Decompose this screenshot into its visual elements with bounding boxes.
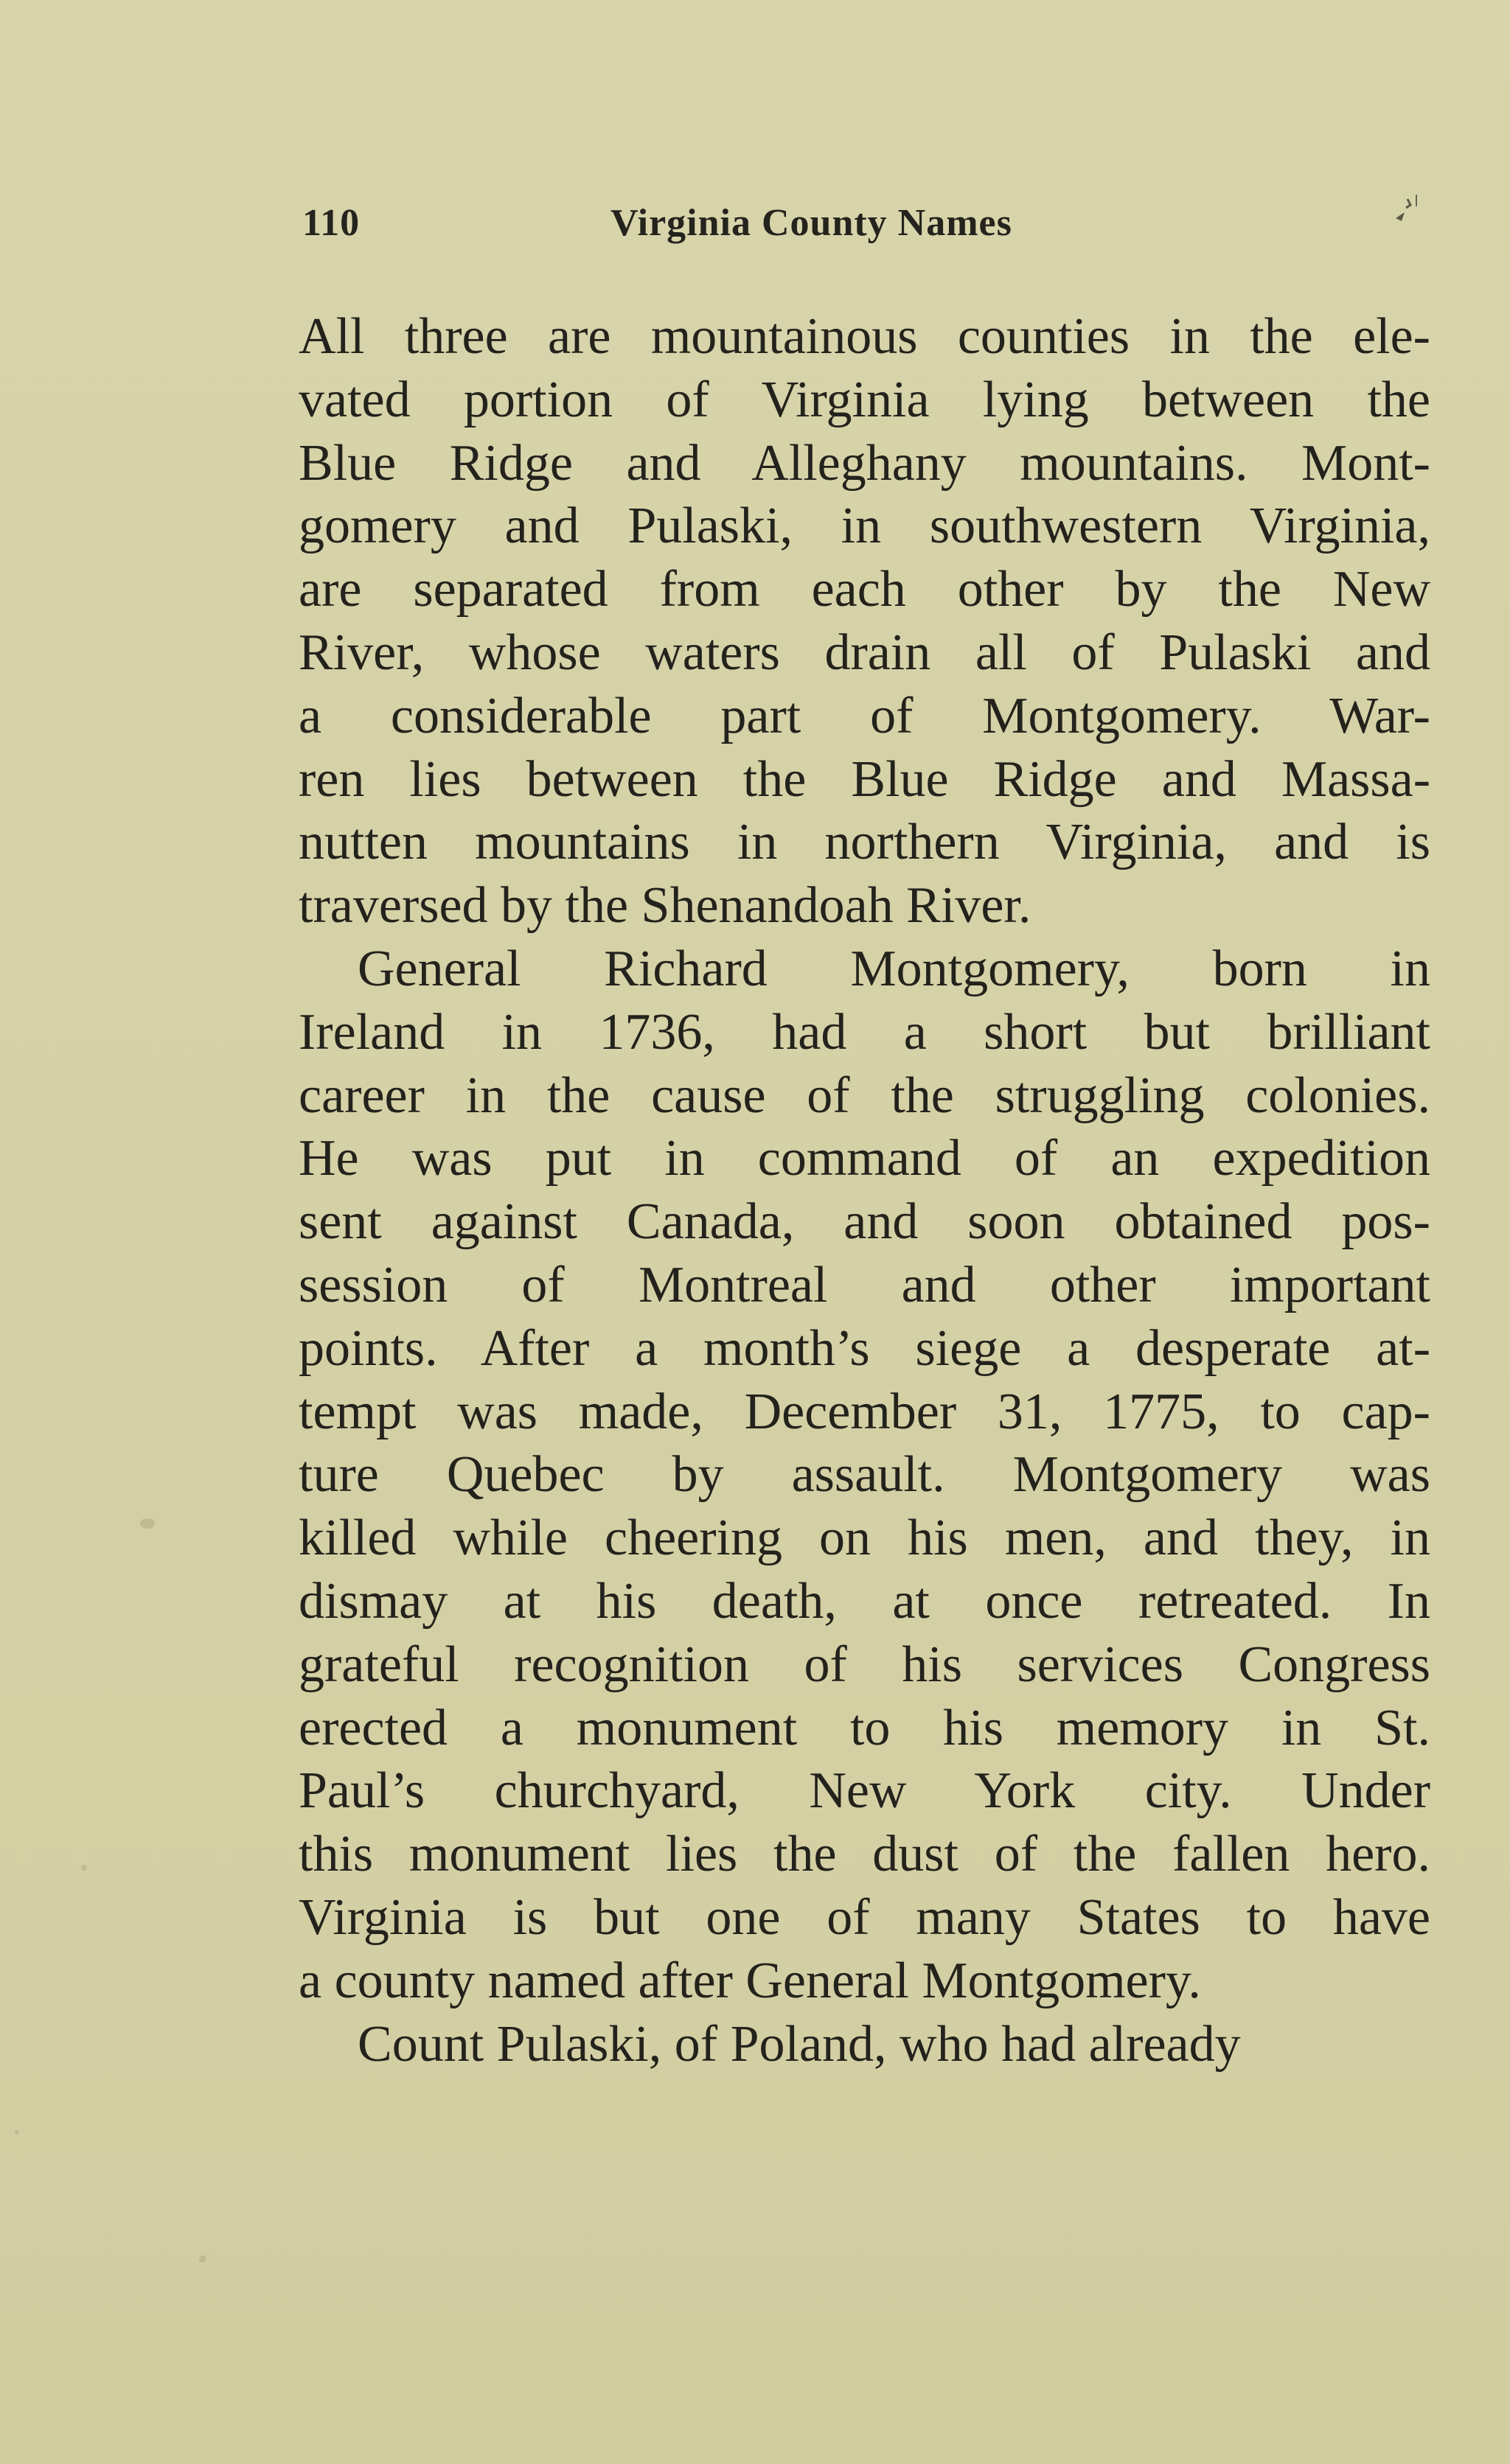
paper-speck xyxy=(140,1518,155,1529)
text-line: ren lies between the Blue Ridge and Massa- xyxy=(299,750,1430,808)
text-line: ture Quebec by assault. Montgomery was xyxy=(299,1446,1430,1504)
text-line: dismay at his death, at once retreated. In xyxy=(299,1572,1430,1630)
text-line: General Richard Montgomery, born in xyxy=(358,940,1430,997)
text-line: Paul’s churchyard, New York city. Under xyxy=(299,1762,1430,1820)
text-line: Count Pulaski, of Poland, who had already xyxy=(358,2015,1241,2073)
text-line: points. After a month’s siege a desperate at- xyxy=(299,1319,1430,1377)
paper-speck xyxy=(199,2255,206,2263)
text-line: a county named after General Montgomery. xyxy=(299,1952,1201,2009)
text-line: He was put in command of an expedition xyxy=(299,1130,1430,1187)
text-line: Ireland in 1736, had a short but brilliant xyxy=(299,1003,1430,1061)
page-number: 110 xyxy=(302,202,361,244)
text-line: killed while cheering on his men, and they, in xyxy=(299,1510,1430,1567)
text-line: Blue Ridge and Alleghany mountains. Mont- xyxy=(299,434,1430,492)
text-line: erected a monument to his memory in St. xyxy=(299,1699,1430,1756)
text-line: session of Montreal and other important xyxy=(299,1256,1430,1313)
text-line: this monument lies the dust of the fallen hero. xyxy=(299,1826,1430,1883)
text-line: tempt was made, December 31, 1775, to cap- xyxy=(299,1383,1430,1440)
text-line: River, whose waters drain all of Pulaski and xyxy=(299,624,1430,681)
body-text xyxy=(299,305,1430,2076)
paper-speck xyxy=(81,1865,87,1871)
running-head xyxy=(302,198,1452,249)
text-line: grateful recognition of his services Congress xyxy=(299,1636,1430,1693)
text-line: sent against Canada, and soon obtained pos- xyxy=(299,1193,1430,1251)
text-line: nutten mountains in northern Virginia, and is xyxy=(299,814,1430,871)
text-line: a considerable part of Montgomery. War- xyxy=(299,687,1430,744)
paper-speck xyxy=(15,2130,19,2135)
ink-mark-icon xyxy=(1382,189,1427,233)
text-line: Virginia is but one of many States to have xyxy=(299,1888,1430,1946)
text-line: career in the cause of the struggling colonies. xyxy=(299,1067,1430,1124)
text-line: are separated from each other by the New xyxy=(299,561,1430,618)
running-title: Virginia County Names xyxy=(610,202,1012,244)
text-line: All three are mountainous counties in the ele- xyxy=(299,308,1430,365)
text-line: traversed by the Shenandoah River. xyxy=(299,877,1031,935)
text-line: vated portion of Virginia lying between the xyxy=(299,371,1430,428)
text-line: gomery and Pulaski, in southwestern Virginia, xyxy=(299,498,1430,555)
